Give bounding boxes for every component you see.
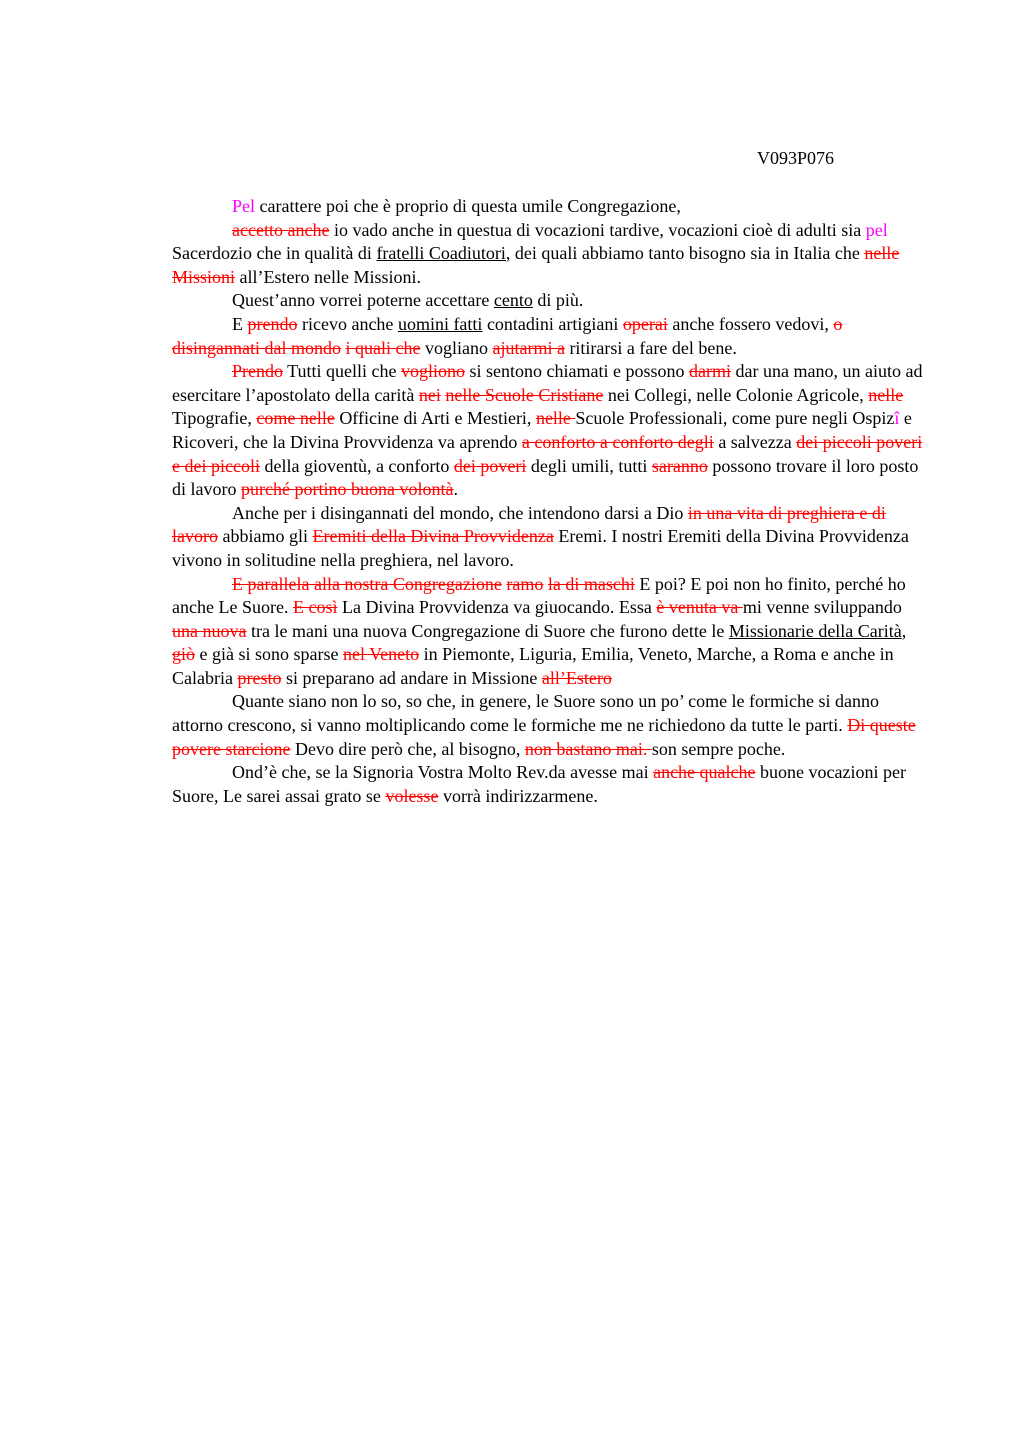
page-code: V093P076 bbox=[757, 148, 835, 168]
text-segment: E bbox=[232, 313, 248, 334]
inserted-text: pel bbox=[865, 219, 888, 240]
text-segment: ritirarsi a fare del bene. bbox=[564, 337, 737, 358]
text-segment: carattere poi che è proprio di questa umile Congregazione, bbox=[255, 196, 681, 216]
deleted-text: Di queste povere starcione bbox=[172, 715, 916, 759]
text-segment: Devo dire però che, al bisogno, bbox=[290, 738, 525, 759]
text-segment: io vado anche in questua di vocazioni tardive, vocazioni cioè di adulti sia bbox=[329, 219, 866, 240]
text-segment: buone vocazioni per Suore, Le sarei assai grato se bbox=[172, 762, 906, 806]
text-segment: a salvezza bbox=[713, 431, 797, 452]
deleted-text: i quali che bbox=[345, 337, 421, 358]
paragraph bbox=[172, 313, 932, 360]
paragraph bbox=[172, 502, 932, 573]
deleted-text: giò bbox=[172, 644, 196, 665]
text-segment: e già si sono sparse bbox=[195, 644, 343, 665]
paragraph bbox=[172, 195, 932, 219]
deleted-text: accetto anche bbox=[232, 219, 330, 240]
inserted-text: Pel bbox=[232, 196, 256, 216]
text-segment: Anche per i disingannati del mondo, che intendono darsi a Dio bbox=[232, 502, 688, 523]
deleted-text: nei bbox=[418, 384, 441, 405]
text-segment: , bbox=[901, 620, 907, 641]
text-segment: vorrà indirizzarmene. bbox=[438, 785, 598, 806]
deleted-text: come nelle bbox=[256, 408, 335, 429]
deleted-text: dei poveri bbox=[453, 455, 527, 476]
deleted-text: Prendo bbox=[232, 361, 283, 382]
text-segment: Sacerdozio che in qualità di bbox=[172, 243, 377, 264]
deleted-text: E parallela alla nostra Congregazione bbox=[232, 573, 502, 594]
deleted-text: nel Veneto bbox=[343, 644, 420, 665]
text-segment: , dei quali abbiamo tanto bisogno sia in Italia che bbox=[505, 243, 865, 264]
text-segment: all’Estero nelle Missioni. bbox=[235, 266, 421, 287]
text-segment: dar una mano, un aiuto ad esercitare l’apostolato della carità bbox=[172, 361, 923, 405]
text-segment: La Divina Provvidenza va giuocando. Essa bbox=[337, 597, 657, 618]
deleted-text: vogliono bbox=[401, 361, 466, 382]
text-segment: son sempre poche. bbox=[651, 738, 786, 759]
text-segment: abbiamo gli bbox=[217, 526, 313, 547]
deleted-text: presto bbox=[237, 667, 282, 688]
deleted-text: in una vita di preghiera e di lavoro bbox=[172, 502, 886, 547]
text-segment: Tipografie, bbox=[172, 408, 257, 429]
deleted-text: all’Estero bbox=[541, 667, 612, 688]
text-segment: Ond’è che, se la Signoria Vostra Molto Rev.da avesse mai bbox=[232, 762, 654, 783]
deleted-text: anche qualche bbox=[653, 762, 756, 783]
text-segment: Scuole Professionali, come pure negli Ospiz bbox=[575, 408, 895, 429]
underlined-text: cento bbox=[493, 290, 533, 311]
inserted-text: î bbox=[894, 408, 900, 429]
deleted-text: ramo bbox=[506, 573, 544, 594]
deleted-text: non bastano mai. bbox=[524, 738, 652, 759]
text-segment: Eremi. I nostri Eremiti della Divina Provvidenza vivono in solitudine nella preghiera, nel lavoro. bbox=[172, 526, 909, 570]
deleted-text: Eremiti della Divina Provvidenza bbox=[312, 526, 554, 547]
paragraph bbox=[172, 690, 932, 761]
paragraph bbox=[172, 761, 932, 808]
deleted-text: saranno bbox=[651, 455, 708, 476]
text-segment: vogliano bbox=[420, 337, 493, 358]
text-segment: anche fossero vedovi, bbox=[667, 313, 834, 334]
deleted-text: una nuova bbox=[172, 620, 247, 641]
deleted-text: prendo bbox=[247, 313, 298, 334]
deleted-text: nelle bbox=[868, 384, 904, 405]
deleted-text: darmi bbox=[689, 361, 732, 382]
deleted-text: a conforto a conforto degli bbox=[521, 431, 714, 452]
deleted-text: volesse bbox=[385, 785, 439, 806]
deleted-text: o disingannati dal mondo bbox=[172, 313, 843, 358]
deleted-text: E così bbox=[292, 597, 338, 618]
text-segment: Officine di Arti e Mestieri, bbox=[334, 408, 536, 429]
underlined-text: fratelli Coadiutori bbox=[376, 243, 506, 264]
paragraph bbox=[172, 219, 932, 290]
text-segment: tra le mani una nuova Congregazione di Suore che furono dette le bbox=[246, 620, 729, 641]
text-segment: di più. bbox=[532, 290, 584, 311]
paragraph bbox=[172, 360, 932, 502]
letter-body bbox=[172, 195, 932, 808]
deleted-text: purché portino buona volontà bbox=[241, 479, 454, 500]
deleted-text: nelle bbox=[535, 408, 576, 429]
text-segment: contadini artigiani bbox=[482, 313, 623, 334]
text-segment: degli umili, tutti bbox=[526, 455, 652, 476]
deleted-text: la di maschi bbox=[547, 573, 635, 594]
deleted-text: nelle Missioni bbox=[172, 243, 900, 287]
text-segment: si sentono chiamati e possono bbox=[465, 361, 690, 382]
deleted-text: dei piccoli poveri e dei piccoli bbox=[172, 431, 923, 476]
underlined-text: uomini fatti bbox=[397, 313, 483, 334]
text-segment: Tutti quelli che bbox=[283, 361, 402, 382]
text-segment: si preparano ad andare in Missione bbox=[281, 667, 542, 688]
text-segment: mi venne sviluppando bbox=[742, 597, 902, 618]
text-segment: possono trovare il loro posto di lavoro bbox=[172, 455, 919, 500]
text-segment: nei Collegi, nelle Colonie Agricole, bbox=[603, 384, 869, 405]
paragraph bbox=[172, 289, 932, 313]
text-segment: Quest’anno vorrei poterne accettare bbox=[232, 290, 494, 311]
deleted-text: nelle Scuole Cristiane bbox=[445, 384, 604, 405]
text-segment: in Piemonte, Liguria, Emilia, Veneto, Marche, a Roma e anche in Calabria bbox=[172, 644, 894, 688]
text-segment: ricevo anche bbox=[297, 313, 398, 334]
underlined-text: Missionarie della Carità bbox=[728, 620, 902, 641]
text-segment: della gioventù, a conforto bbox=[259, 455, 454, 476]
deleted-text: è venuta va bbox=[656, 597, 743, 618]
text-segment: Quante siano non lo so, so che, in genere, le Suore sono un po’ come le formiche si danno attorno crescono, si vanno moltiplicando come le formiche me ne richiedono da tutte le parti. bbox=[172, 691, 880, 736]
deleted-text: ajutarmi a bbox=[492, 337, 565, 358]
deleted-text: operai bbox=[622, 313, 668, 334]
text-segment: E poi? E poi non ho finito, perché ho anche Le Suore. bbox=[172, 573, 906, 618]
text-segment: e Ricoveri, che la Divina Provvidenza va aprendo bbox=[172, 408, 912, 452]
text-segment: . bbox=[453, 479, 458, 500]
paragraph bbox=[172, 573, 932, 691]
